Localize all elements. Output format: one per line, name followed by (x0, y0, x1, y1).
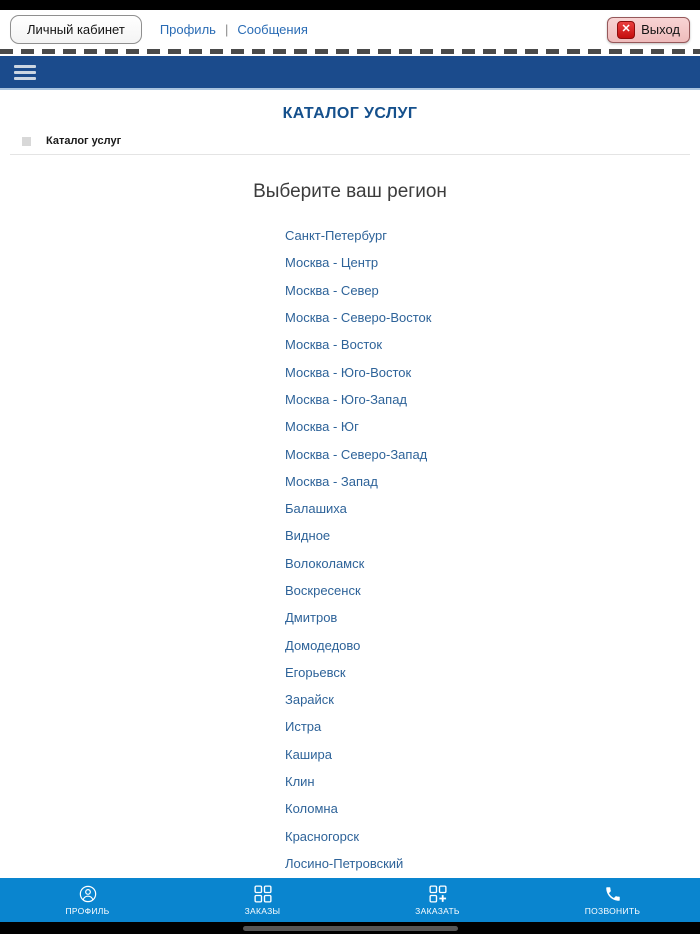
region-link[interactable]: Санкт-Петербург (285, 228, 387, 244)
region-link[interactable]: Домодедово (285, 637, 361, 653)
account-button[interactable]: Личный кабинет (10, 15, 142, 44)
region-list-item (285, 413, 700, 440)
bottom-nav-orders[interactable] (175, 878, 350, 922)
dashed-divider (0, 49, 700, 56)
bottom-nav-label: ПРОФИЛЬ (65, 905, 110, 916)
region-list (285, 222, 700, 877)
region-list-item (285, 550, 700, 577)
region-list-item (285, 604, 700, 631)
region-link[interactable]: Кашира (285, 746, 332, 762)
region-list-item (285, 795, 700, 822)
bottom-nav-label: ЗАКАЗАТЬ (415, 905, 460, 916)
region-list-item (285, 304, 700, 331)
region-link[interactable]: Москва - Северо-Запад (285, 446, 428, 462)
region-link[interactable]: Москва - Юго-Восток (285, 364, 412, 380)
bottom-nav-label: ПОЗВОНИТЬ (584, 905, 641, 916)
profile-link[interactable]: Профиль (159, 22, 216, 37)
profile-icon (79, 885, 97, 903)
bottom-nav-call[interactable] (525, 878, 700, 922)
exit-button[interactable] (607, 17, 690, 43)
region-list-item (285, 713, 700, 740)
region-link[interactable]: Дмитров (285, 610, 338, 626)
region-link[interactable]: Коломна (285, 801, 338, 817)
bottom-nav (0, 878, 700, 922)
region-list-item (285, 686, 700, 713)
status-bar (0, 0, 700, 10)
region-link[interactable]: Лосино-Петровский (285, 855, 404, 871)
top-toolbar (0, 10, 700, 49)
region-list-item (285, 277, 700, 304)
region-list-item (285, 468, 700, 495)
region-list-item (285, 768, 700, 795)
region-list-item (285, 358, 700, 385)
region-list-item (285, 850, 700, 877)
region-list-item (285, 440, 700, 467)
top-links (160, 22, 308, 37)
links-separator: | (224, 22, 229, 37)
close-icon: ✕ (617, 21, 635, 39)
breadcrumb-label[interactable]: Каталог услуг (46, 135, 122, 147)
region-list-item (285, 577, 700, 604)
region-link[interactable]: Воскресенск (285, 583, 361, 598)
region-link[interactable]: Красногорск (285, 828, 360, 844)
region-link[interactable]: Москва - Северо-Восток (285, 310, 432, 326)
region-link[interactable]: Москва - Юго-Запад (285, 391, 408, 407)
region-link[interactable]: Зарайск (285, 692, 334, 708)
region-list-item (285, 222, 700, 249)
region-link[interactable]: Москва - Центр (285, 255, 379, 271)
region-list-item (285, 741, 700, 768)
region-link[interactable]: Москва - Запад (285, 473, 378, 489)
bottom-nav-label: ЗАКАЗЫ (244, 905, 281, 916)
phone-icon (604, 885, 622, 903)
page-title: КАТАЛОГ УСЛУГ (282, 105, 418, 122)
exit-label: Выход (641, 22, 680, 37)
region-link[interactable]: Истра (285, 719, 322, 735)
region-list-item (285, 249, 700, 276)
region-heading: Выберите ваш регион (253, 181, 447, 202)
menu-icon[interactable] (12, 60, 38, 85)
breadcrumb-square-icon (22, 137, 31, 146)
home-indicator[interactable] (243, 926, 458, 931)
home-indicator-area (0, 922, 700, 934)
region-link[interactable]: Москва - Юг (285, 419, 359, 435)
region-link[interactable]: Балашиха (285, 501, 347, 517)
region-list-item (285, 522, 700, 549)
main-content (0, 90, 700, 934)
region-list-item (285, 331, 700, 358)
order-add-icon (429, 885, 447, 903)
bottom-nav-profile[interactable] (0, 878, 175, 922)
bottom-nav-order-new[interactable] (350, 878, 525, 922)
orders-grid-icon (254, 885, 272, 903)
region-link[interactable]: Клин (285, 774, 315, 790)
nav-header (0, 56, 700, 90)
region-link[interactable]: Егорьевск (285, 664, 346, 680)
region-link[interactable]: Москва - Восток (285, 337, 383, 353)
region-link[interactable]: Видное (285, 528, 331, 544)
region-list-item (285, 823, 700, 850)
messages-link[interactable]: Сообщения (237, 22, 308, 37)
region-link[interactable]: Москва - Север (285, 282, 379, 298)
region-list-item (285, 659, 700, 686)
region-list-item (285, 631, 700, 658)
region-link[interactable]: Волоколамск (285, 555, 365, 571)
region-list-item (285, 386, 700, 413)
breadcrumb (10, 135, 690, 155)
region-list-item (285, 495, 700, 522)
